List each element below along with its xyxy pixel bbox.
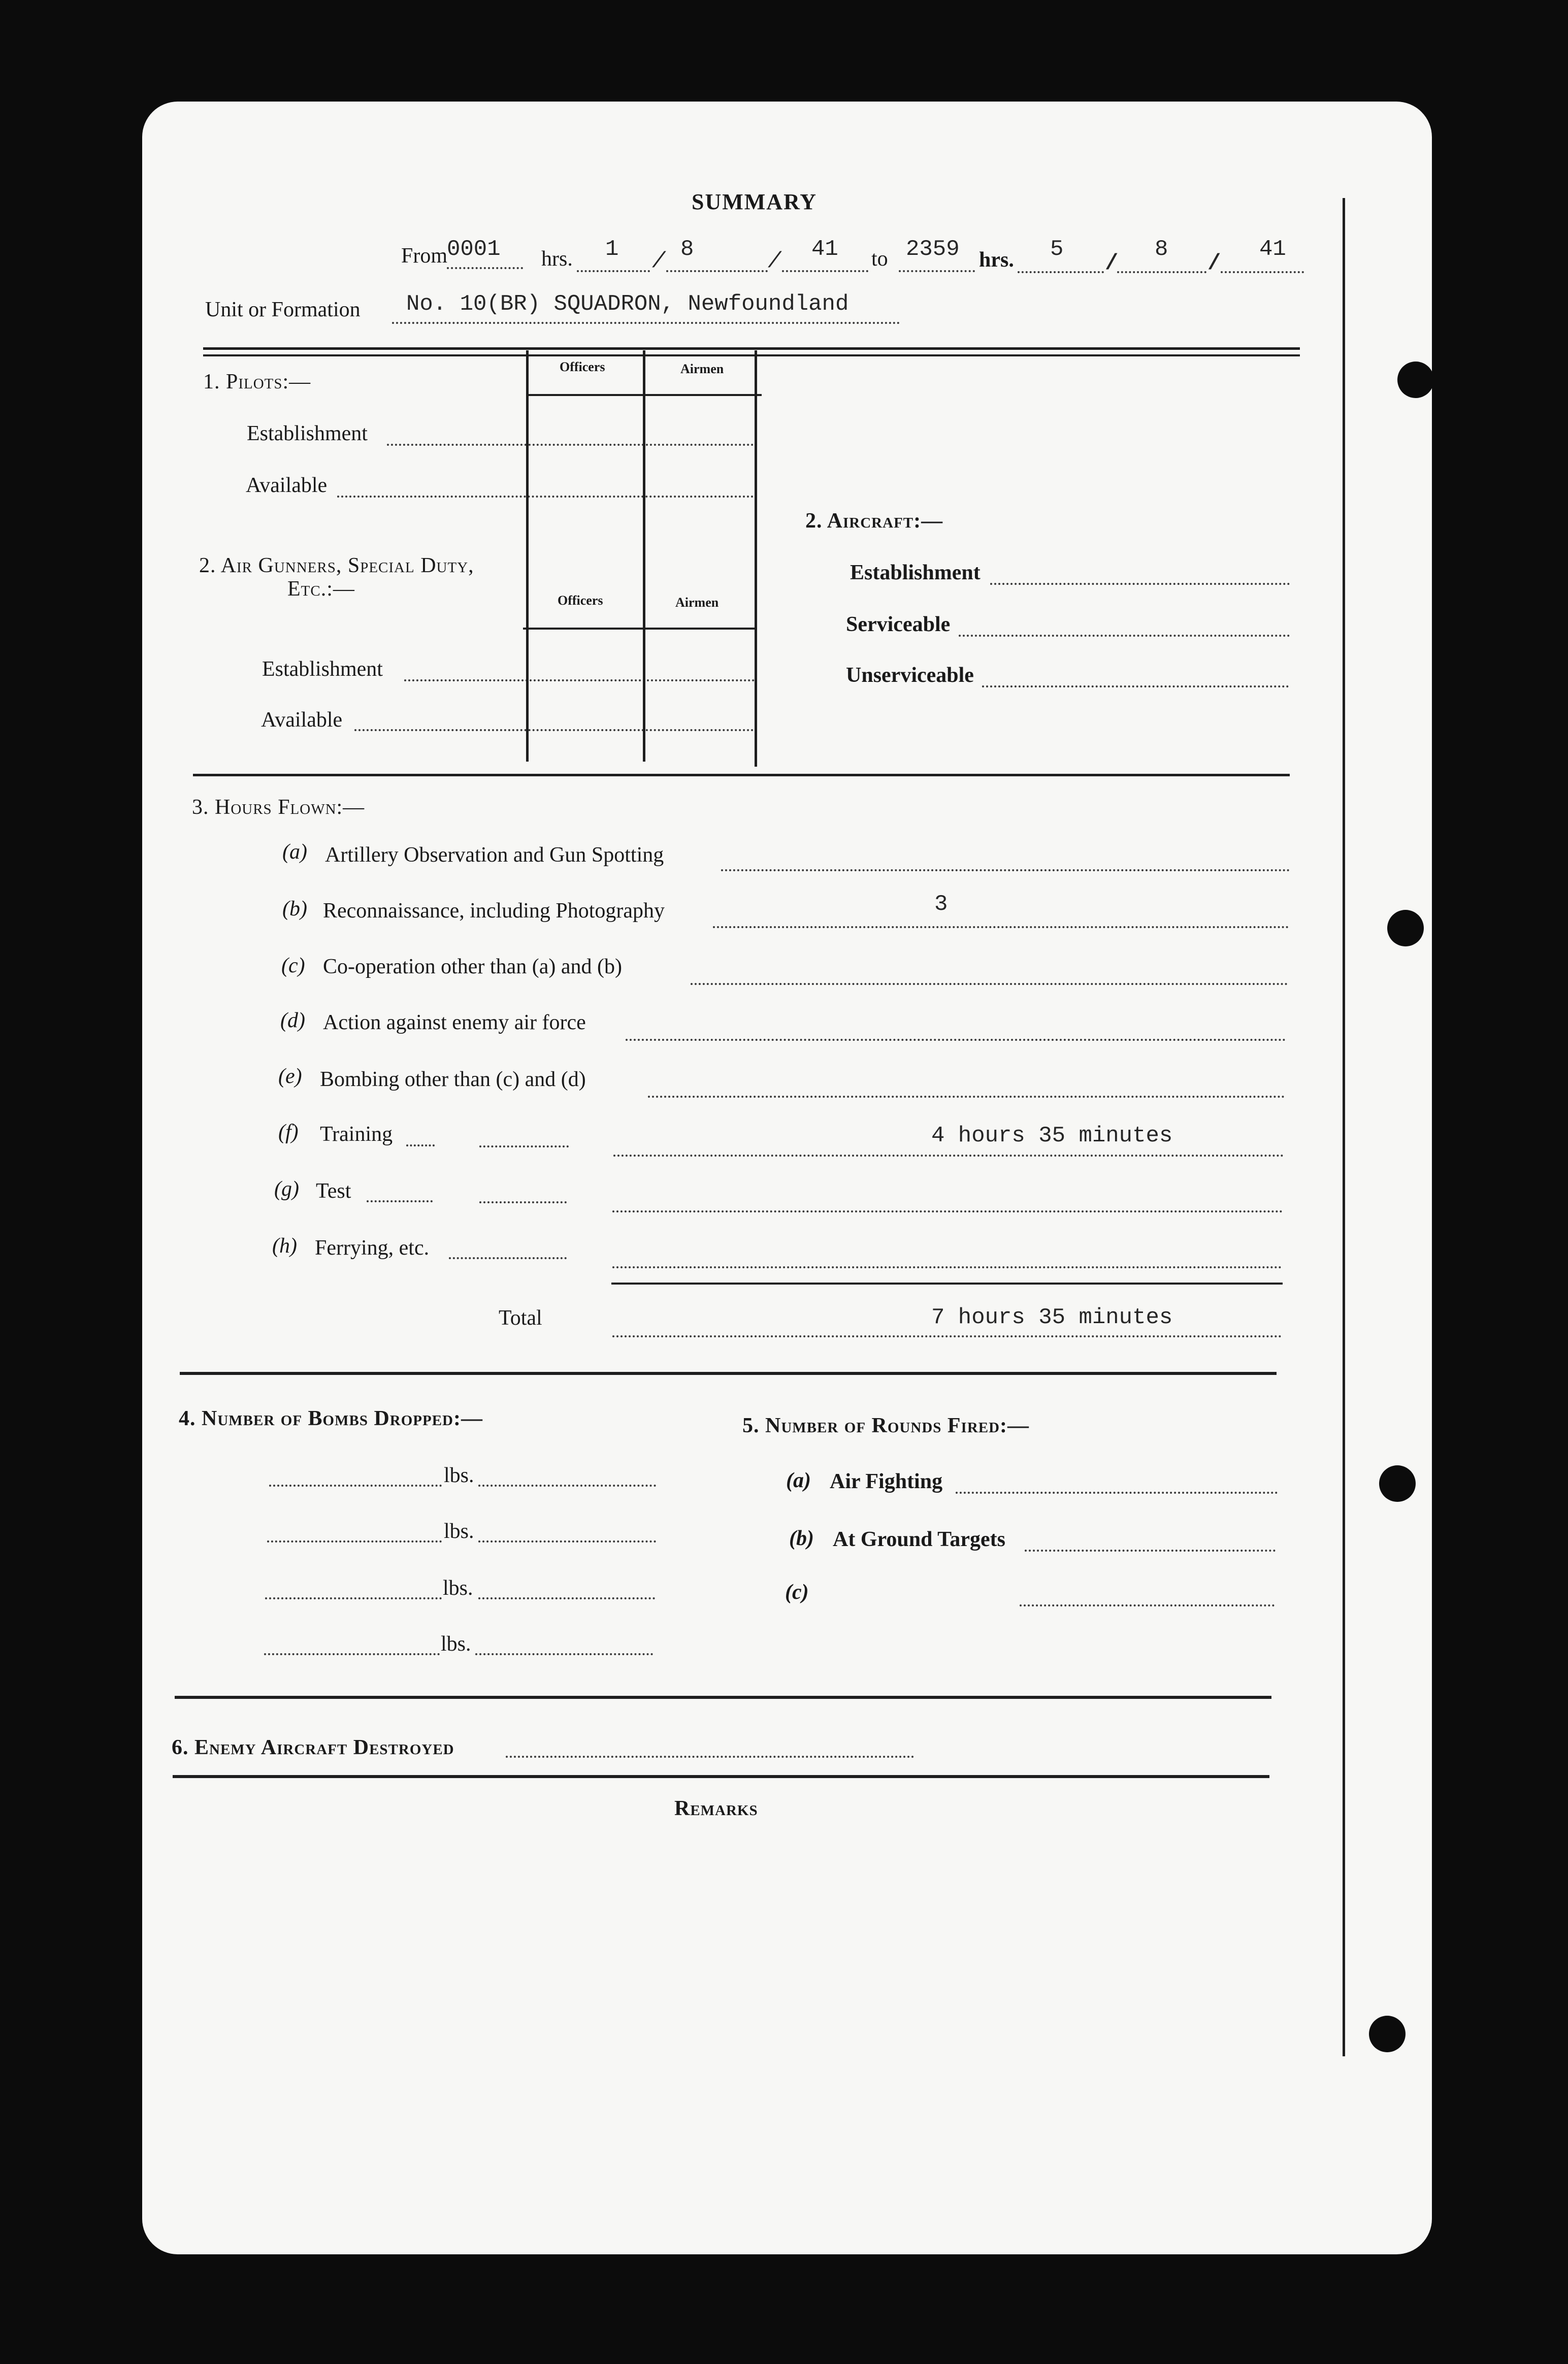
bombs-dots — [478, 1485, 656, 1487]
from-year: 41 — [811, 237, 838, 262]
hours-dots — [691, 983, 1288, 985]
gunners-establishment: Establishment — [262, 658, 383, 681]
rounds-key: (a) — [786, 1469, 811, 1492]
to-month: 8 — [1155, 237, 1168, 262]
hours-dots — [479, 1201, 567, 1203]
header-rule — [203, 354, 1300, 356]
hours-subtotal-rule — [611, 1283, 1283, 1285]
hours-key: (f) — [278, 1121, 299, 1144]
rounds-dots — [1025, 1550, 1276, 1552]
unit-dots — [392, 322, 900, 324]
to-day: 5 — [1050, 237, 1064, 262]
gunners-establishment-dots — [404, 679, 755, 681]
aircraft-heading: 2. Aircraft:— — [805, 509, 943, 533]
hours-label: Reconnaissance, including Photography — [323, 899, 665, 923]
aircraft-serviceable-dots — [959, 635, 1290, 637]
from-slash-1: / — [652, 249, 666, 274]
pilots-col-airmen: Airmen — [680, 362, 724, 376]
bombs-dots — [478, 1597, 655, 1599]
hours-dots — [367, 1200, 433, 1202]
pilots-available-dots — [337, 496, 758, 498]
hours-key: (c) — [281, 954, 305, 977]
aircraft-serviceable: Serviceable — [846, 613, 951, 636]
from-month: 8 — [680, 237, 694, 262]
hours-dots — [721, 869, 1290, 871]
from-slash-2: / — [768, 249, 781, 274]
hours-dots — [449, 1257, 567, 1259]
gunners-heading: 2. Air Gunners, Special Duty, — [199, 554, 474, 577]
bombs-dots — [269, 1485, 442, 1487]
bombs-dots — [475, 1653, 653, 1655]
hours-dots — [612, 1210, 1283, 1212]
gunners-available-dots — [354, 729, 754, 731]
from-year-dots — [782, 270, 868, 272]
from-month-dots — [666, 270, 768, 272]
from-day-dots — [577, 270, 650, 272]
hours-value: 3 — [934, 892, 948, 917]
to-time: 2359 — [906, 237, 960, 262]
bombs-dots — [267, 1540, 442, 1542]
unit-value: No. 10(BR) SQUADRON, Newfoundland — [406, 291, 849, 317]
from-day: 1 — [605, 237, 619, 262]
rounds-dots — [1020, 1604, 1275, 1606]
unit-label: Unit or Formation — [205, 298, 361, 321]
hours-total-dots — [612, 1335, 1282, 1337]
airmen-col-divider — [643, 350, 645, 762]
hours-key: (a) — [282, 840, 307, 864]
hours-label: Training — [320, 1123, 393, 1146]
rounds-dots — [956, 1492, 1278, 1494]
to-month-dots — [1117, 271, 1206, 273]
hours-dots — [406, 1144, 435, 1146]
to-slash-1: / — [1105, 251, 1119, 276]
bombs-unit: lbs. — [444, 1464, 474, 1487]
bombs-unit: lbs. — [444, 1520, 474, 1543]
table-right-divider — [755, 350, 757, 767]
rounds-key: (c) — [785, 1581, 809, 1604]
hours-label: Ferrying, etc. — [315, 1236, 430, 1260]
enemy-dots — [506, 1756, 914, 1758]
pilots-col-officers: Officers — [560, 359, 605, 374]
hours-label: Artillery Observation and Gun Spotting — [325, 843, 664, 867]
to-day-dots — [1018, 271, 1104, 273]
to-time-dots — [899, 270, 975, 272]
section-rule — [173, 1775, 1269, 1778]
to-label: to — [871, 247, 888, 271]
form-title: SUMMARY — [692, 189, 818, 214]
from-label: From — [401, 244, 448, 268]
pilots-establishment-dots — [387, 444, 758, 446]
hours-heading: 3. Hours Flown:— — [192, 796, 365, 819]
bombs-dots — [264, 1653, 440, 1655]
gunners-col-officers: Officers — [558, 593, 603, 608]
binder-hole — [1379, 1465, 1416, 1502]
pilots-available: Available — [246, 474, 328, 497]
pilots-establishment: Establishment — [247, 422, 368, 445]
hours-label: Co-operation other than (a) and (b) — [323, 955, 622, 978]
binder-hole — [1397, 362, 1434, 398]
bombs-dots — [478, 1540, 656, 1542]
aircraft-unserviceable: Unserviceable — [846, 664, 974, 687]
hours-total-value: 7 hours 35 minutes — [931, 1305, 1173, 1330]
bombs-unit: lbs. — [441, 1632, 471, 1656]
hours-dots — [613, 1155, 1284, 1157]
aircraft-establishment-dots — [990, 583, 1290, 585]
to-year-dots — [1221, 271, 1304, 273]
hours-value: 4 hours 35 minutes — [931, 1123, 1173, 1148]
hours-dots — [648, 1096, 1285, 1098]
hours-total-label: Total — [499, 1306, 542, 1330]
rounds-key: (b) — [789, 1527, 814, 1550]
to-slash-2: / — [1207, 251, 1221, 276]
section-rule — [180, 1372, 1277, 1375]
binder-hole — [1369, 2016, 1406, 2052]
enemy-heading: 6. Enemy Aircraft Destroyed — [172, 1736, 454, 1759]
hours-label: Action against enemy air force — [323, 1011, 586, 1034]
aircraft-unserviceable-dots — [982, 685, 1289, 687]
gunners-heading-cont: Etc.:— — [287, 577, 355, 601]
hours-label: Test — [316, 1179, 351, 1203]
hours-key: (h) — [272, 1234, 297, 1258]
from-time-dots — [447, 267, 523, 269]
section-rule — [193, 774, 1290, 776]
pilots-heading: 1. Pilots:— — [203, 370, 311, 393]
from-time: 0001 — [447, 237, 501, 262]
rounds-label: Air Fighting — [830, 1470, 943, 1493]
header-rule — [203, 347, 1300, 350]
bombs-unit: lbs. — [443, 1577, 473, 1600]
hrs-label: hrs. — [541, 247, 573, 271]
gunners-available: Available — [261, 708, 343, 732]
bombs-dots — [265, 1597, 442, 1599]
officers-col-divider — [526, 350, 529, 762]
hours-key: (d) — [280, 1009, 305, 1032]
hours-dots — [479, 1145, 569, 1147]
to-hrs-label: hrs. — [979, 248, 1014, 272]
rounds-label: At Ground Targets — [833, 1528, 1005, 1551]
rounds-heading: 5. Number of Rounds Fired:— — [742, 1414, 1030, 1437]
remarks-heading: Remarks — [674, 1797, 758, 1820]
bombs-heading: 4. Number of Bombs Dropped:— — [179, 1407, 483, 1430]
gunners-col-airmen: Airmen — [675, 595, 719, 610]
hours-dots — [612, 1266, 1282, 1268]
hours-dots — [713, 926, 1289, 928]
section-rule — [175, 1696, 1271, 1699]
hours-key: (b) — [282, 897, 307, 921]
hours-key: (g) — [274, 1177, 299, 1201]
margin-rule — [1343, 198, 1345, 2056]
aircraft-establishment: Establishment — [850, 561, 981, 584]
binder-hole — [1387, 910, 1424, 946]
hours-key: (e) — [278, 1065, 302, 1088]
hours-label: Bombing other than (c) and (d) — [320, 1068, 586, 1091]
hours-dots — [626, 1039, 1286, 1041]
to-year: 41 — [1259, 237, 1286, 262]
gunners-header-rule — [523, 628, 757, 630]
